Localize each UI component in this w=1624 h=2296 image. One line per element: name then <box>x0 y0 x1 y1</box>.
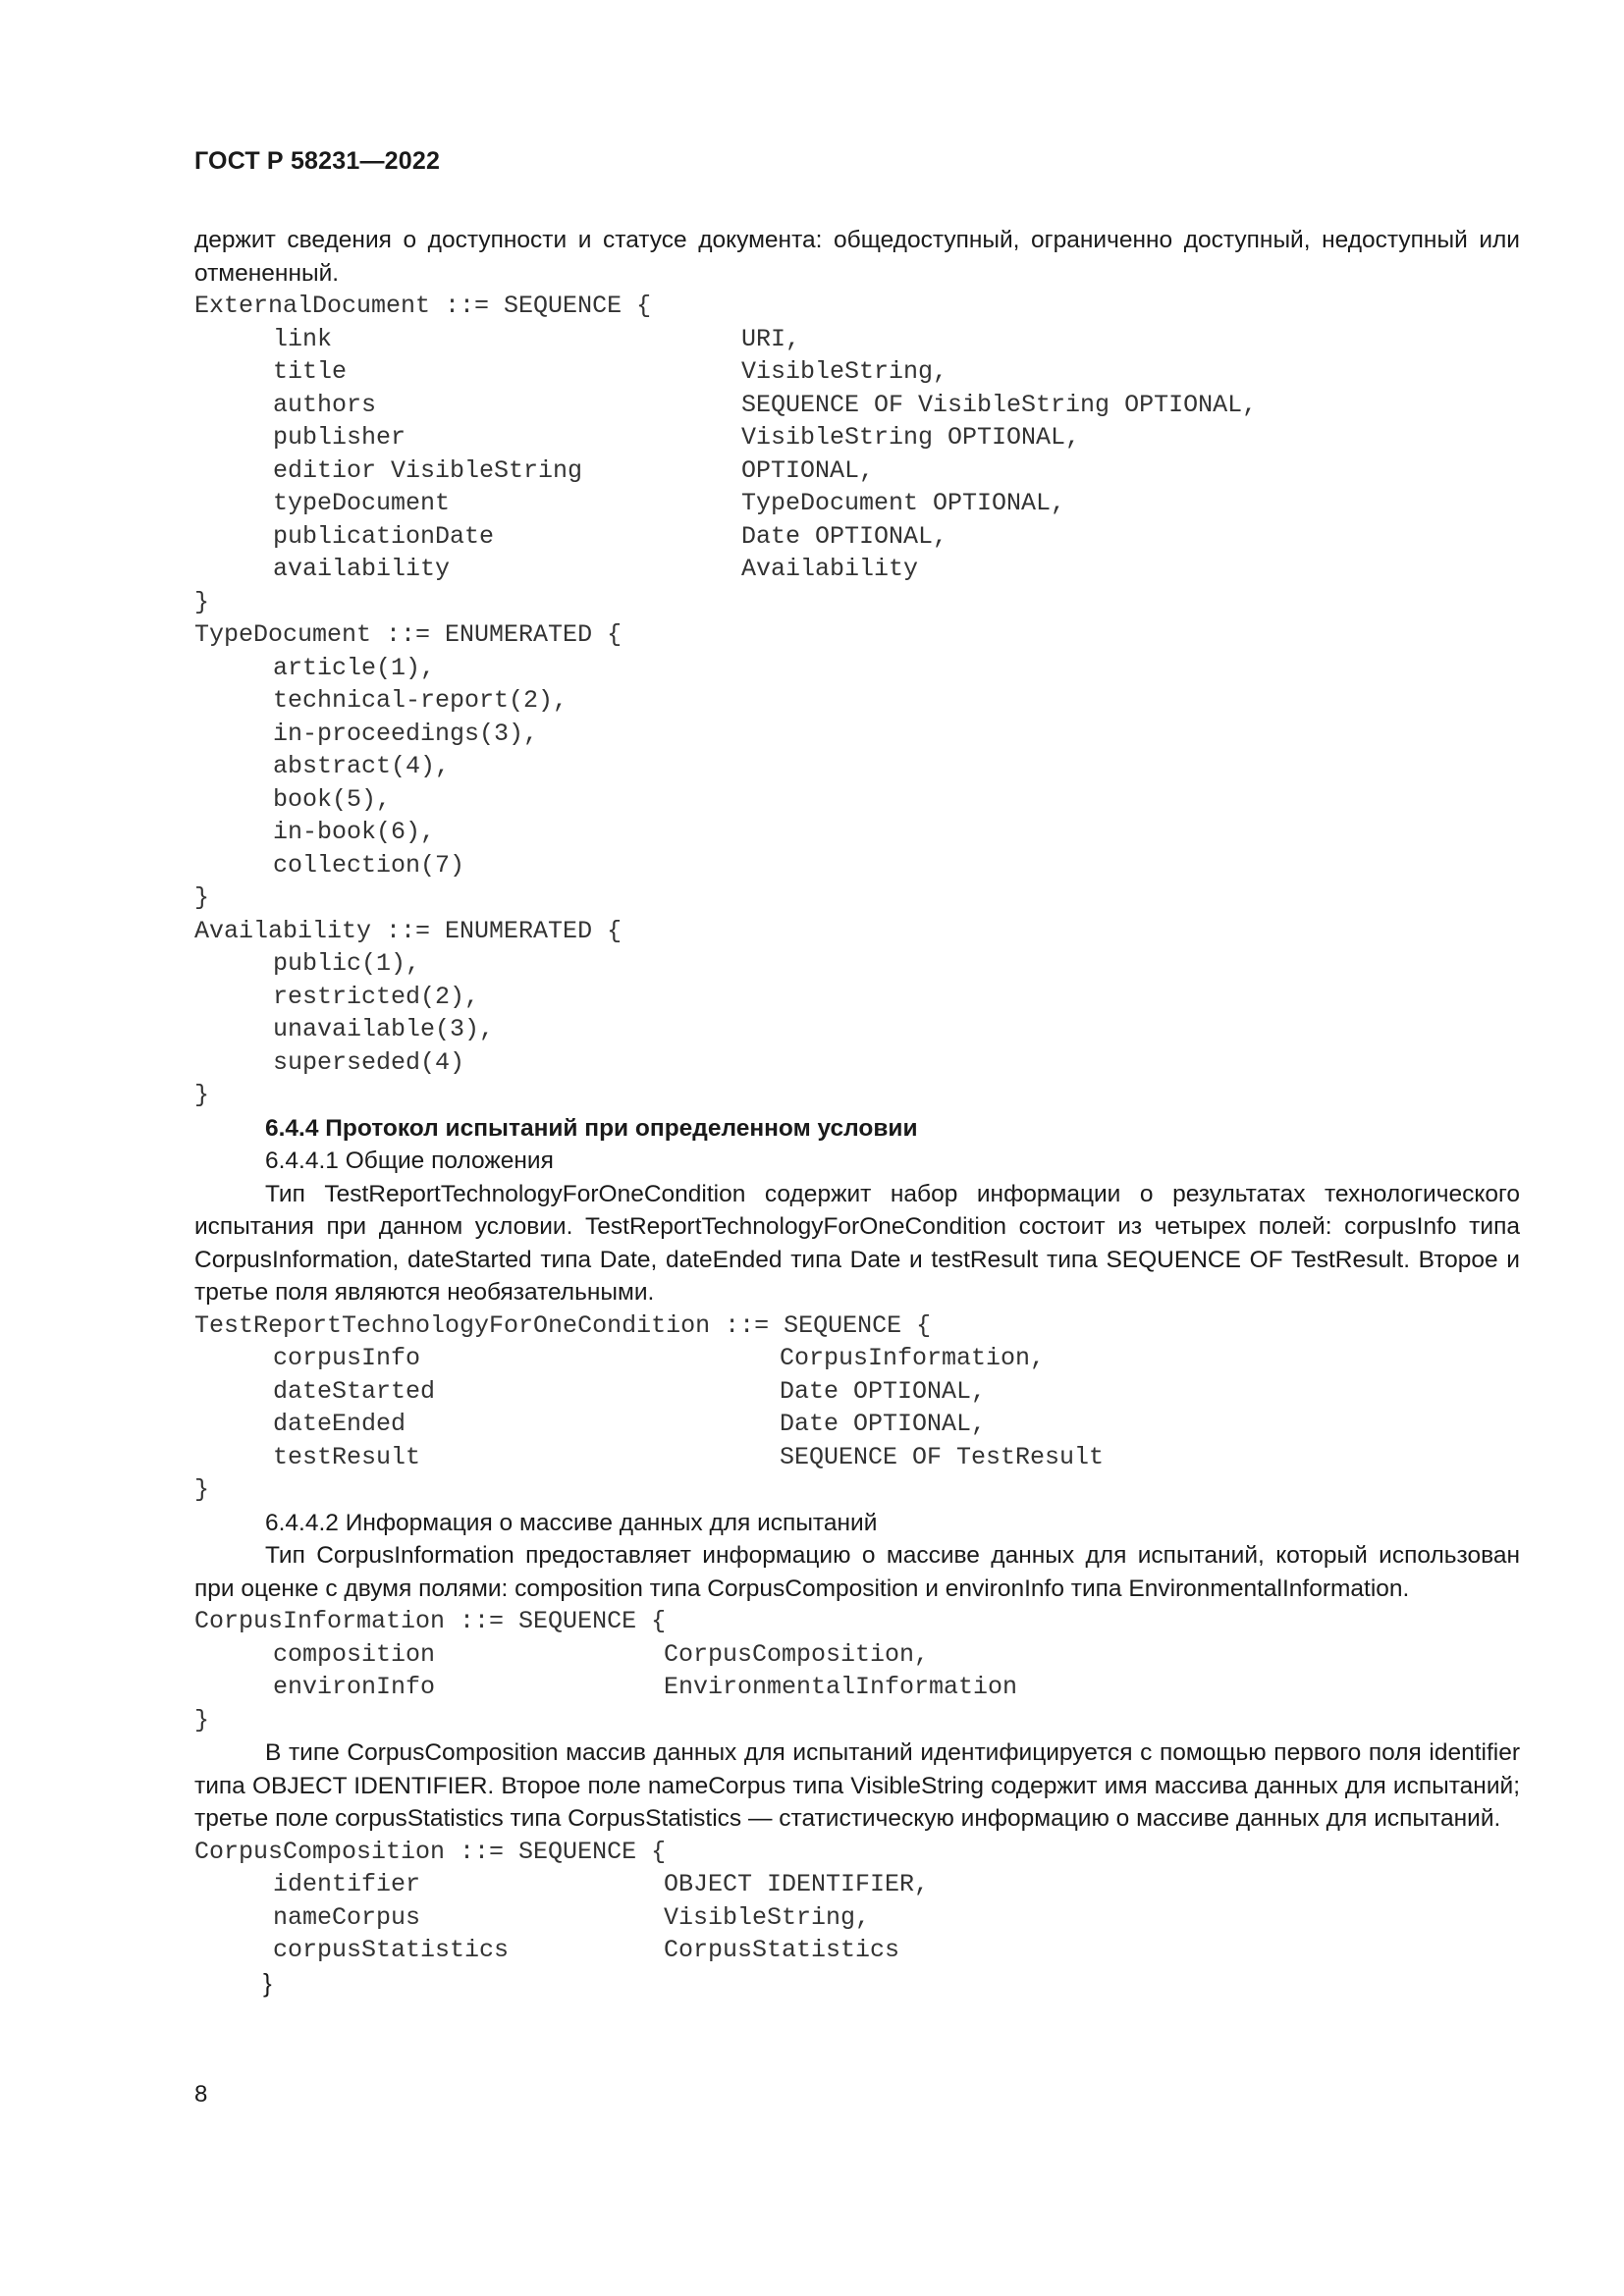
page-content <box>194 224 1520 2000</box>
code-field: title VisibleString, <box>273 357 948 386</box>
code-field: corpusStatistics CorpusStatistics <box>273 1936 900 1964</box>
code-field: editior VisibleString OPTIONAL, <box>273 455 875 485</box>
code-enum-item: unavailable(3), <box>273 1015 495 1043</box>
document-header: ГОСТ Р 58231—2022 <box>194 147 441 175</box>
code-line: TypeDocument ::= ENUMERATED { <box>194 620 623 649</box>
code-field: authors SEQUENCE OF VisibleString OPTIONAL, <box>273 390 1258 419</box>
section-title-6-4-4: 6.4.4 Протокол испытаний при определенном условии <box>265 1114 918 1142</box>
external-document-block <box>194 290 1520 618</box>
code-enum-item: restricted(2), <box>273 982 480 1011</box>
section-6-4-4-2-paragraph: Тип CorpusInformation предоставляет информацию о массиве данных для испытаний, который использован при оценке с двумя полями: composition типа CorpusComposition и environInfo типа EnvironmentalInformation. <box>194 1542 1520 1602</box>
corpus-information-block <box>194 1605 1520 1736</box>
code-field: dateEnded Date OPTIONAL, <box>273 1410 987 1438</box>
code-enum-item: in-book(6), <box>273 818 436 846</box>
code-field: dateStarted Date OPTIONAL, <box>273 1376 987 1406</box>
code-line: TestReportTechnologyForOneCondition ::= SEQUENCE { <box>194 1310 932 1340</box>
code-enum-item: superseded(4) <box>273 1047 465 1077</box>
test-report-block <box>194 1309 1520 1507</box>
code-field: publisher VisibleString OPTIONAL, <box>273 423 1081 452</box>
closing-brace: } <box>263 1967 272 1998</box>
code-field: identifier OBJECT IDENTIFIER, <box>273 1870 930 1898</box>
intro-paragraph: держит сведения о доступности и статусе документа: общедоступный, ограниченно доступный, недоступный или отмененный. <box>194 227 1520 287</box>
section-6-4-4-1-paragraph: Тип TestReportTechnologyForOneCondition содержит набор информации о результатах технологического испытания при данном условии. TestReportTechnologyForOneCondition состоит из четырех полей: corpusInfo типа CorpusInformation, dateStarted типа Date, dateEnded типа Date и testResult типа SEQUENCE OF TestResult. Второе и третье поля являются необязательными. <box>194 1180 1520 1306</box>
code-line: } <box>194 1705 210 1735</box>
corpus-composition-block <box>194 1836 1520 2001</box>
code-line: } <box>194 1475 210 1504</box>
code-field: composition CorpusComposition, <box>273 1639 930 1669</box>
code-enum-item: book(5), <box>273 784 392 814</box>
code-line: } <box>194 587 210 616</box>
code-field: link URI, <box>273 324 801 353</box>
type-document-block <box>194 618 1520 915</box>
code-line: Availability ::= ENUMERATED { <box>194 916 623 945</box>
code-field: environInfo EnvironmentalInformation <box>273 1673 1018 1701</box>
corpus-composition-paragraph: В типе CorpusComposition массив данных для испытаний идентифицируется с помощью первого поля identifier типа OBJECT IDENTIFIER. Второе поле nameCorpus типа VisibleString содержит имя массива данных для испытаний; третье поле corpusStatistics типа CorpusStatistics — статистическую информацию о массиве данных для испытаний. <box>194 1739 1520 1832</box>
code-field: typeDocument TypeDocument OPTIONAL, <box>273 489 1066 517</box>
code-field: nameCorpus VisibleString, <box>273 1902 871 1932</box>
code-field: corpusInfo CorpusInformation, <box>273 1344 1046 1372</box>
code-enum-item: collection(7) <box>273 850 465 880</box>
code-field: testResult SEQUENCE OF TestResult <box>273 1442 1105 1471</box>
code-line: } <box>194 883 210 912</box>
code-field: availability Availability <box>273 555 919 583</box>
code-line: } <box>194 1081 210 1109</box>
page-number: 8 <box>194 2081 208 2108</box>
code-enum-item: technical-report(2), <box>273 686 568 715</box>
availability-block <box>194 915 1520 1112</box>
section-title-6-4-4-2: 6.4.4.2 Информация о массиве данных для испытаний <box>265 1509 878 1536</box>
code-enum-item: public(1), <box>273 949 421 978</box>
code-enum-item: in-proceedings(3), <box>273 719 539 748</box>
code-line: CorpusComposition ::= SEQUENCE { <box>194 1837 667 1866</box>
code-field: publicationDate Date OPTIONAL, <box>273 521 948 551</box>
code-line: ExternalDocument ::= SEQUENCE { <box>194 292 652 320</box>
code-enum-item: abstract(4), <box>273 752 451 780</box>
code-enum-item: article(1), <box>273 653 436 682</box>
section-title-6-4-4-1: 6.4.4.1 Общие положения <box>265 1148 554 1174</box>
code-line: CorpusInformation ::= SEQUENCE { <box>194 1607 667 1635</box>
